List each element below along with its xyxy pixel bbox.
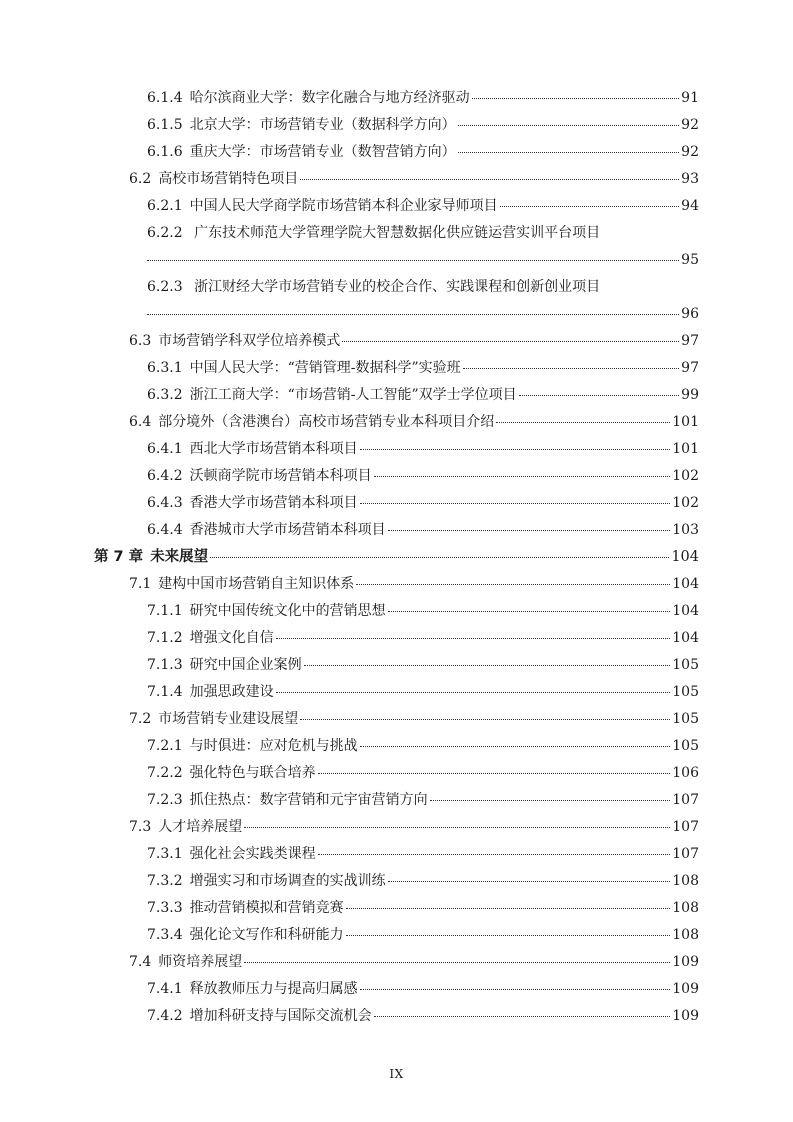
toc-entry-7-1[interactable] (129, 575, 699, 593)
dot-leader (458, 152, 680, 153)
toc-entry-7-2-3[interactable] (147, 791, 699, 809)
dot-leader (318, 773, 671, 774)
dot-leader (360, 746, 671, 747)
toc-page: 91 (681, 90, 699, 106)
toc-page: 102 (672, 495, 699, 511)
dot-leader (519, 395, 680, 396)
toc-page: 104 (672, 576, 699, 592)
toc-title: 加强思政建设 (189, 684, 274, 700)
toc-number: 6.4 (129, 414, 152, 430)
toc-entry-7-3[interactable] (129, 818, 699, 836)
toc-entry-6-1-5[interactable] (147, 116, 699, 134)
toc-number: 6.1.6 (147, 144, 183, 160)
toc-title: 重庆大学：市场营销专业（数智营销方向） (189, 144, 456, 160)
toc-title: 师资培养展望 (158, 954, 243, 970)
dot-leader (430, 800, 671, 801)
toc-number: 7.1.3 (147, 657, 183, 673)
toc-title: 抓住热点：数字营销和元宇宙营销方向 (189, 792, 428, 808)
toc-entry-7-4-2[interactable] (147, 1007, 699, 1025)
toc-entry-6-1-4[interactable] (147, 89, 699, 107)
toc-number: 6.2.2 (147, 225, 183, 241)
toc-page: 104 (671, 549, 699, 565)
toc-title: 建构中国市场营销自主知识体系 (158, 576, 355, 592)
toc-title: 强化特色与联合培养 (189, 765, 316, 781)
toc-entry-6-4-2[interactable] (147, 467, 699, 485)
toc-number: 7.3 (129, 819, 152, 835)
toc-title: 增强实习和市场调查的实战训练 (189, 873, 386, 889)
toc-entry-6-2-3-leader[interactable] (147, 305, 699, 323)
toc-entry-6-4-4[interactable] (147, 521, 699, 539)
toc-entry-6-4-3[interactable] (147, 494, 699, 512)
toc-title: 市场营销专业建设展望 (158, 711, 299, 727)
dot-leader (463, 368, 680, 369)
toc-entry-6-2-1[interactable] (147, 197, 699, 215)
page-number-footer: IX (389, 1067, 404, 1081)
toc-page: 108 (672, 927, 699, 943)
toc-entry-6-1-6[interactable] (147, 143, 699, 161)
toc-entry-7-3-1[interactable] (147, 845, 699, 863)
toc-title: 部分境外（含港澳台）高校市场营销专业本科项目介绍 (158, 414, 495, 430)
toc-page: 92 (681, 117, 699, 133)
toc-number: 第 7 章 (94, 549, 144, 565)
toc-page: 97 (681, 333, 699, 349)
dot-leader (360, 989, 671, 990)
toc-entry-7-2-2[interactable] (147, 764, 699, 782)
toc-number: 7.3.2 (147, 873, 183, 889)
toc-entry-6-2-2-title[interactable] (147, 224, 600, 242)
toc-title: 未来展望 (150, 549, 209, 565)
toc-number: 7.2.1 (147, 738, 183, 754)
toc-title: 北京大学：市场营销专业（数据科学方向） (189, 117, 456, 133)
toc-page: 105 (672, 738, 699, 754)
toc-page: 105 (672, 711, 699, 727)
dot-leader (210, 557, 669, 558)
toc-page: 108 (672, 900, 699, 916)
toc-number: 6.4.3 (147, 495, 183, 511)
toc-entry-7-2[interactable] (129, 710, 699, 728)
toc-page: 109 (672, 1008, 699, 1024)
toc-number: 6.1.4 (147, 90, 183, 106)
toc-page: 93 (681, 171, 699, 187)
toc-title: 研究中国传统文化中的营销思想 (189, 603, 386, 619)
toc-entry-chapter-7[interactable] (94, 548, 699, 566)
toc-title: 香港大学市场营销本科项目 (189, 495, 358, 511)
dot-leader (342, 341, 679, 342)
toc-number: 6.3.1 (147, 360, 183, 376)
toc-entry-7-2-1[interactable] (147, 737, 699, 755)
toc-entry-7-3-2[interactable] (147, 872, 699, 890)
dot-leader (276, 638, 671, 639)
dot-leader (300, 179, 679, 180)
toc-title: 西北大学市场营销本科项目 (189, 441, 358, 457)
toc-title: 广东技术师范大学管理学院大智慧数据化供应链运营实训平台项目 (194, 225, 601, 241)
toc-entry-7-1-4[interactable] (147, 683, 699, 701)
dot-leader (388, 530, 671, 531)
toc-number: 7.1.4 (147, 684, 183, 700)
toc-title: 市场营销学科双学位培养模式 (158, 333, 341, 349)
toc-number: 7.2 (129, 711, 152, 727)
toc-number: 6.1.5 (147, 117, 183, 133)
dot-leader (388, 881, 671, 882)
toc-entry-6-3[interactable] (129, 332, 699, 350)
dot-leader (360, 449, 671, 450)
toc-entry-7-3-3[interactable] (147, 899, 699, 917)
dot-leader (388, 611, 671, 612)
toc-number: 6.4.4 (147, 522, 183, 538)
toc-page: 104 (672, 630, 699, 646)
dot-leader (374, 1016, 671, 1017)
toc-entry-6-4-1[interactable] (147, 440, 699, 458)
toc-title: 释放教师压力与提高归属感 (189, 981, 358, 997)
toc-page: 92 (681, 144, 699, 160)
toc-page: 109 (672, 954, 699, 970)
toc-title: 沃顿商学院市场营销本科项目 (189, 468, 372, 484)
toc-page: 97 (681, 360, 699, 376)
toc-page: 107 (672, 819, 699, 835)
dot-leader (276, 692, 671, 693)
toc-number: 6.2.1 (147, 198, 183, 214)
dot-leader (304, 665, 671, 666)
toc-title: 浙江财经大学市场营销专业的校企合作、实践课程和创新创业项目 (194, 279, 601, 295)
toc-number: 7.1.2 (147, 630, 183, 646)
toc-number: 7.4 (129, 954, 152, 970)
toc-page: 104 (672, 603, 699, 619)
toc-entry-6-2-2-leader[interactable] (147, 251, 699, 269)
toc-number: 7.3.1 (147, 846, 183, 862)
toc-title: 浙江工商大学：“市场营销-人工智能”双学士学位项目 (189, 387, 517, 403)
dot-leader (147, 314, 679, 315)
dot-leader (346, 935, 671, 936)
toc-number: 7.3.3 (147, 900, 183, 916)
toc-number: 6.3 (129, 333, 152, 349)
toc-number: 6.4.1 (147, 441, 183, 457)
toc-page: 103 (672, 522, 699, 538)
dot-leader (458, 125, 680, 126)
dot-leader (500, 206, 680, 207)
toc-title: 研究中国企业案例 (189, 657, 302, 673)
toc-number: 7.4.2 (147, 1008, 183, 1024)
toc-title: 强化社会实践类课程 (189, 846, 316, 862)
toc-title: 高校市场营销特色项目 (158, 171, 299, 187)
toc-title: 推动营销模拟和营销竞赛 (189, 900, 344, 916)
toc-entry-7-1-2[interactable] (147, 629, 699, 647)
dot-leader (346, 908, 671, 909)
toc-entry-7-3-4[interactable] (147, 926, 699, 944)
toc-page: 105 (672, 684, 699, 700)
toc-page: 94 (681, 198, 699, 214)
toc-page: 99 (681, 387, 699, 403)
toc-entry-7-4-1[interactable] (147, 980, 699, 998)
toc-number: 7.2.2 (147, 765, 183, 781)
toc-title: 强化论文写作和科研能力 (189, 927, 344, 943)
toc-title: 增加科研支持与国际交流机会 (189, 1008, 372, 1024)
toc-page: 108 (672, 873, 699, 889)
toc-number: 7.3.4 (147, 927, 183, 943)
toc-number: 7.4.1 (147, 981, 183, 997)
toc-page: 95 (681, 252, 699, 268)
toc-page: 109 (672, 981, 699, 997)
toc-number: 6.2 (129, 171, 152, 187)
toc-title: 与时俱进：应对危机与挑战 (189, 738, 358, 754)
toc-page: 105 (672, 657, 699, 673)
toc-title: 中国人民大学：“营销管理-数据科学”实验班 (189, 360, 461, 376)
toc-number: 7.1 (129, 576, 152, 592)
toc-entry-6-3-1[interactable] (147, 359, 699, 377)
dot-leader (360, 503, 671, 504)
toc-entry-6-2[interactable] (129, 170, 699, 188)
dot-leader (300, 719, 670, 720)
toc-entry-7-1-1[interactable] (147, 602, 699, 620)
dot-leader (318, 854, 671, 855)
toc-number: 6.3.2 (147, 387, 183, 403)
toc-entry-7-1-3[interactable] (147, 656, 699, 674)
toc-page: 107 (672, 846, 699, 862)
toc-number: 7.2.3 (147, 792, 183, 808)
toc-entry-6-3-2[interactable] (147, 386, 699, 404)
dot-leader (356, 584, 670, 585)
toc-title: 人才培养展望 (158, 819, 243, 835)
toc-entry-6-2-3-title[interactable] (147, 278, 600, 296)
dot-leader (244, 827, 670, 828)
toc-title: 哈尔滨商业大学：数字化融合与地方经济驱动 (189, 90, 470, 106)
toc-title: 增强文化自信 (189, 630, 274, 646)
toc-entry-6-4[interactable] (129, 413, 699, 431)
dot-leader (147, 260, 679, 261)
toc-number: 6.2.3 (147, 279, 183, 295)
toc-page: 102 (672, 468, 699, 484)
toc-number: 6.4.2 (147, 468, 183, 484)
toc-number: 7.1.1 (147, 603, 183, 619)
toc-title: 中国人民大学商学院市场营销本科企业家导师项目 (189, 198, 498, 214)
toc-page: 96 (681, 306, 699, 322)
dot-leader (496, 422, 670, 423)
toc-entry-7-4[interactable] (129, 953, 699, 971)
dot-leader (244, 962, 670, 963)
toc-page: 101 (672, 441, 699, 457)
dot-leader (374, 476, 671, 477)
toc-page: 101 (672, 414, 699, 430)
toc-title: 香港城市大学市场营销本科项目 (189, 522, 386, 538)
dot-leader (472, 98, 680, 99)
toc-page: 106 (672, 765, 699, 781)
toc-page: 107 (672, 792, 699, 808)
